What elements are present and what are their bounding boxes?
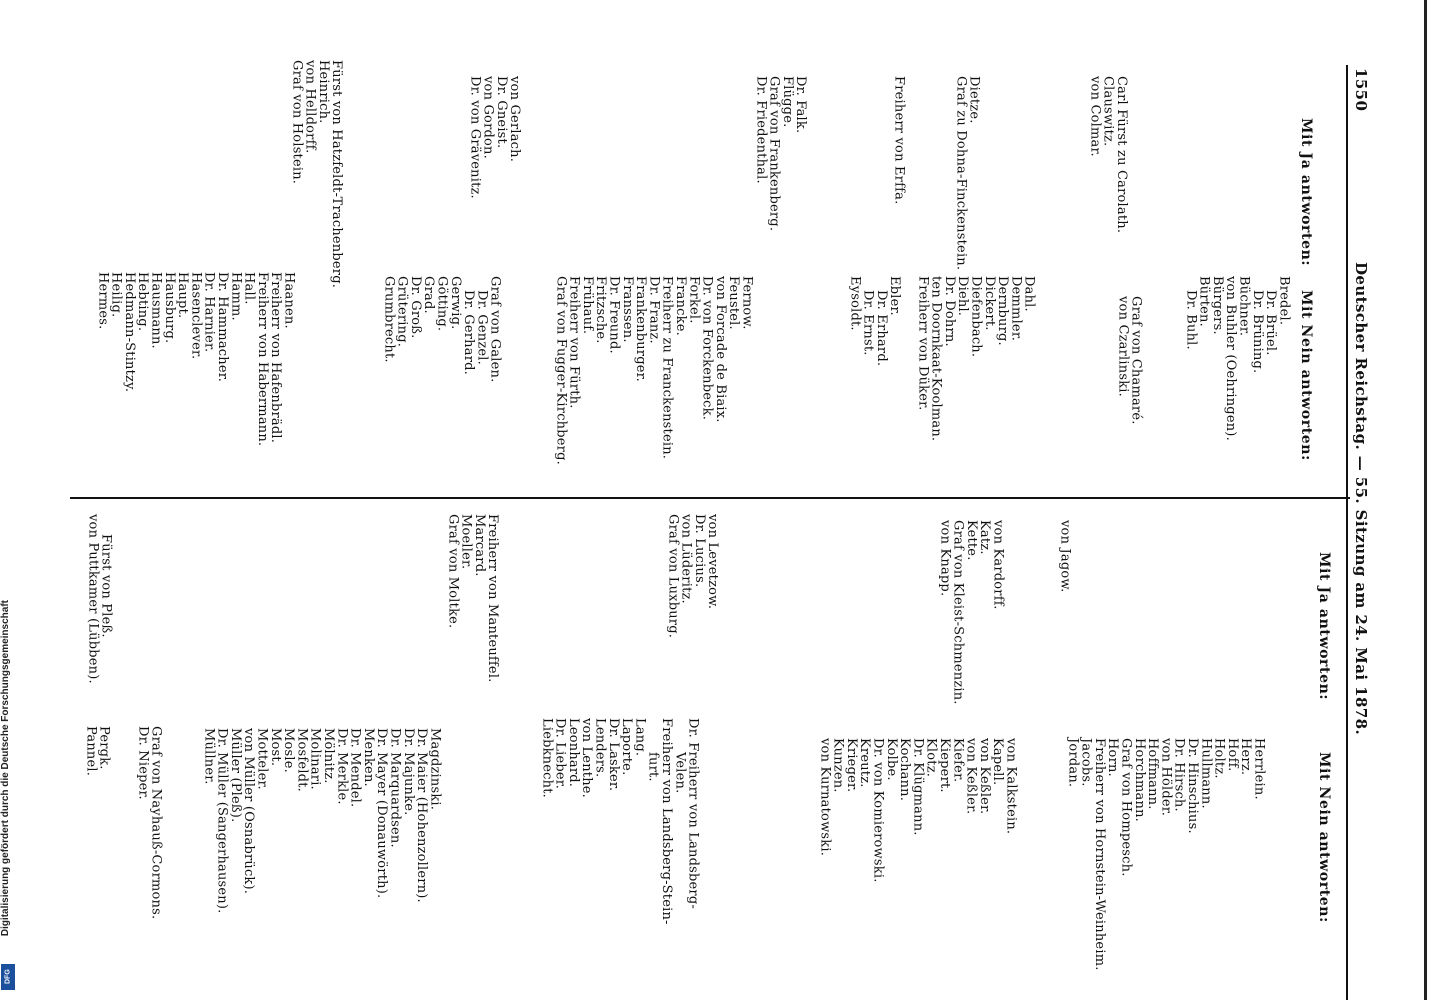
list-item: Dietze. xyxy=(966,76,982,124)
right-no-header: Mit Nein antworten: xyxy=(1316,752,1332,923)
list-item: Dr. Brüning. xyxy=(1249,290,1265,374)
list-item: Graf von Moltke. xyxy=(445,514,461,629)
list-item: Moeller. xyxy=(458,514,474,570)
list-item: Kette. xyxy=(963,520,979,561)
list-item: Hamm. xyxy=(228,272,244,321)
list-item: Dr. Ernst. xyxy=(860,290,876,356)
list-item: Dr. von Forckenbeck. xyxy=(699,276,715,421)
list-item: Dr. Lieber. xyxy=(552,718,568,790)
list-item: Götting. xyxy=(434,276,450,332)
list-item: von Buhler (Oehringen). xyxy=(1223,276,1239,441)
list-item: Ebler. xyxy=(887,276,903,316)
right-yes-group-e xyxy=(86,514,113,684)
list-item: Dr. Merkle. xyxy=(334,728,350,805)
list-item: furt. xyxy=(645,752,661,782)
list-item: Dr. Lasker. xyxy=(605,718,621,792)
list-item: Frühauf. xyxy=(579,276,595,335)
list-item: Graf von Frankenberg. xyxy=(766,76,782,232)
list-item: Dr. Mayer (Donauwörth). xyxy=(374,728,390,899)
list-item: Freiherr von Habermann. xyxy=(254,272,270,447)
right-no-group-b xyxy=(818,738,1017,883)
list-item: Hermes. xyxy=(95,272,111,330)
list-item: Dr. Freund. xyxy=(606,276,622,354)
list-item: Liebknecht. xyxy=(539,718,555,798)
left-yes-group-d xyxy=(754,76,807,231)
right-no-group-d xyxy=(202,728,441,913)
list-item: Velen. xyxy=(672,752,688,794)
dfg-logo-icon: DFG xyxy=(1,964,15,990)
left-no-group-c xyxy=(848,276,901,366)
list-item: Freiherr von Erffa. xyxy=(891,76,907,205)
left-yes-group-f xyxy=(290,60,343,288)
list-item: Mosle. xyxy=(281,728,297,773)
left-no-group-b2 xyxy=(1116,276,1143,425)
list-item: von Keßler. xyxy=(963,738,979,815)
right-yes-header: Mit Ja antworten: xyxy=(1316,552,1332,701)
list-item: Demmler. xyxy=(1008,276,1024,342)
left-no-group-d xyxy=(554,276,753,465)
header-rule xyxy=(1346,65,1348,1000)
list-item: Clauswitz. xyxy=(1100,76,1116,147)
list-item: Flügge. xyxy=(779,76,795,128)
list-item: Kiepert. xyxy=(936,738,952,793)
list-item: Carl Fürst zu Carolath. xyxy=(1113,76,1129,234)
list-item: von Kardorff. xyxy=(990,520,1006,610)
list-item: Magdzinski. xyxy=(427,728,443,811)
list-item: Holtz. xyxy=(1211,738,1227,779)
list-item: von Czarlinski. xyxy=(1115,296,1131,397)
list-item: Klotz. xyxy=(923,738,939,778)
list-item: Hullmann. xyxy=(1198,738,1214,809)
left-no-group-e xyxy=(382,276,502,382)
list-item: Dr. von Komierowski. xyxy=(870,738,886,883)
list-item: von Kalkstein. xyxy=(1003,738,1019,835)
list-item: Hasenclever. xyxy=(188,272,204,360)
list-item: Dr. Harnier. xyxy=(201,272,217,353)
list-item: Hausmann. xyxy=(148,272,164,349)
list-item: Jacobs. xyxy=(1078,738,1094,787)
right-yes-group-a xyxy=(1058,520,1071,593)
left-yes-group-c xyxy=(892,76,905,204)
list-item: von Helldorff. xyxy=(302,60,318,154)
list-item: Pannel. xyxy=(83,726,99,777)
list-item: Dr. Mendel. xyxy=(347,728,363,808)
list-item: Francke. xyxy=(672,276,688,336)
list-item: Freiherr von Manteuffel. xyxy=(485,514,501,683)
left-no-header: Mit Nein antworten: xyxy=(1298,290,1314,461)
right-no-group-a xyxy=(1066,738,1265,971)
list-item: Haupt. xyxy=(175,272,191,319)
list-item: Dr. Erhard. xyxy=(873,290,889,367)
list-item: Dr. Freiherr von Landsberg- xyxy=(685,718,701,909)
list-item: Lenders. xyxy=(592,718,608,778)
list-item: Herrlein. xyxy=(1251,738,1267,800)
list-item: Graf von Kleist-Schmenzin. xyxy=(950,520,966,705)
list-item: Gerwig. xyxy=(447,276,463,330)
list-item: Dr. Nieper. xyxy=(135,726,151,800)
list-item: Freiherr von Fürth. xyxy=(566,276,582,409)
list-item: Dernburg. xyxy=(995,276,1011,346)
list-item: Dr. Maier (Hohenzollern). xyxy=(414,728,430,903)
page-edge xyxy=(1424,0,1427,1000)
list-item: Dr. Brüel. xyxy=(1263,290,1279,356)
list-item: Dr. Groß. xyxy=(407,276,423,339)
list-item: Dr. Klügmann. xyxy=(910,738,926,836)
list-item: Büchner. xyxy=(1236,276,1252,337)
list-item: von Müller (Osnabrück). xyxy=(241,728,257,895)
list-item: Dr. Lucius. xyxy=(691,514,707,588)
list-item: Freiherr zu Franckenstein. xyxy=(659,276,675,460)
list-item: Fernow. xyxy=(739,276,755,330)
right-no-group-e xyxy=(136,726,163,919)
digitization-credit: Digitalisierung gefördert durch die Deutsche Forschungsgemeinschaft xyxy=(0,600,11,937)
list-item: Dickert. xyxy=(981,276,997,331)
list-item: Dr. Marquardsen. xyxy=(387,728,403,848)
running-head-title: Deutscher Reichstag. — 55. Sitzung am 24. Mai 1878. xyxy=(1352,262,1370,736)
list-item: von Lüderitz. xyxy=(678,514,694,604)
list-item: Bredel. xyxy=(1276,276,1292,326)
list-item: Dahl. xyxy=(1021,276,1037,312)
list-item: Jordan. xyxy=(1065,738,1081,788)
list-item: Graf von Chamaré. xyxy=(1128,296,1144,425)
list-item: Hoff. xyxy=(1224,738,1240,772)
list-item: von Hölder. xyxy=(1158,738,1174,817)
list-item: Müllner. xyxy=(201,728,217,785)
left-yes-group-b xyxy=(954,76,981,270)
list-item: Dr. Majunke. xyxy=(400,728,416,816)
list-item: Katz. xyxy=(977,520,993,555)
list-item: von Kurnatowski. xyxy=(817,738,833,857)
left-yes-group-e xyxy=(468,76,521,199)
right-no-group-f xyxy=(84,726,111,776)
list-item: Müller (Pleß). xyxy=(227,728,243,823)
list-item: Hebting. xyxy=(135,272,151,332)
right-yes-group-b xyxy=(938,520,1004,705)
list-item: von Jagow. xyxy=(1057,520,1073,593)
list-item: Mölnitz. xyxy=(320,728,336,784)
list-item: Dr. Falk. xyxy=(793,76,809,134)
list-item: Freiherr von Landsberg-Stein- xyxy=(658,718,674,925)
list-item: Dr. Gneist. xyxy=(493,76,509,149)
list-item: Freiherr von Düker. xyxy=(915,276,931,411)
list-item: Kiefer. xyxy=(950,738,966,783)
list-item: Dr. Buhl. xyxy=(1183,290,1199,350)
list-item: Hausburg. xyxy=(161,272,177,344)
list-item: Mosfeldt. xyxy=(294,728,310,792)
list-item: Graf zu Dohna-Finckenstein. xyxy=(953,76,969,271)
list-item: Kunzen. xyxy=(830,738,846,793)
list-item: Dr. Franz. xyxy=(646,276,662,344)
right-no-group-c xyxy=(540,718,700,925)
list-item: Dr. Müller (Sangerhausen). xyxy=(214,728,230,914)
list-item: Leonhard. xyxy=(565,718,581,788)
list-item: ten Doornkaat-Koolman. xyxy=(928,276,944,442)
list-item: Graf von Galen. xyxy=(487,276,503,383)
list-item: Molinari. xyxy=(307,728,323,790)
left-no-group-a xyxy=(1184,276,1290,441)
list-item: von Colmar. xyxy=(1087,76,1103,157)
list-item: Dr. Dohrn. xyxy=(941,276,957,347)
right-yes-group-c xyxy=(666,514,719,638)
list-item: Dr. von Grävenitz. xyxy=(467,76,483,199)
list-item: Kreutz. xyxy=(857,738,873,788)
list-item: Horchmann. xyxy=(1131,738,1147,822)
page-divider-rule xyxy=(70,497,1350,499)
list-item: Freiherr von Hafenbrädl. xyxy=(268,272,284,444)
list-item: Hoffmann. xyxy=(1145,738,1161,810)
list-item: Lang. xyxy=(632,718,648,757)
list-item: Frankenburger. xyxy=(633,276,649,382)
list-item: Graf von Luxburg. xyxy=(665,514,681,639)
list-item: Heilig. xyxy=(108,272,124,318)
list-item: Grütering. xyxy=(394,276,410,348)
list-item: Most. xyxy=(267,728,283,767)
list-item: Franssen. xyxy=(619,276,635,343)
list-item: von Levetzow. xyxy=(705,514,721,610)
list-item: Fürst von Pleß. xyxy=(98,534,114,638)
list-item: Menken. xyxy=(360,728,376,787)
list-item: Motteler. xyxy=(254,728,270,790)
list-item: Krieger. xyxy=(843,738,859,793)
left-yes-group-a xyxy=(1088,76,1128,233)
list-item: Hedmann-Stintzy. xyxy=(121,272,137,393)
list-item: Hall. xyxy=(241,272,257,305)
list-item: Dr. Hinschius. xyxy=(1184,738,1200,834)
list-item: von Keßler. xyxy=(976,738,992,815)
list-item: Heinrich. xyxy=(315,60,331,124)
left-yes-header: Mit Ja antworten: xyxy=(1298,118,1314,267)
list-item: Diefenbach. xyxy=(968,276,984,358)
page-number: 1550 xyxy=(1352,68,1370,112)
list-item: Haanen. xyxy=(281,272,297,329)
list-item: Fürst von Hatzfeldt-Trachenberg. xyxy=(329,60,345,289)
list-item: Marcard. xyxy=(471,514,487,577)
list-item: Laporte. xyxy=(619,718,635,776)
list-item: Graf von Hompesch. xyxy=(1118,738,1134,877)
list-item: Feustel. xyxy=(726,276,742,330)
list-item: von Forcade de Biaix. xyxy=(712,276,728,423)
list-item: Dr. Gerhard. xyxy=(461,290,477,375)
list-item: Graf von Fugger-Kirchberg. xyxy=(553,276,569,465)
list-item: Freiherr von Hornstein-Weinheim. xyxy=(1091,738,1107,971)
list-item: Dr. Genzel. xyxy=(474,290,490,365)
list-item: Kochann. xyxy=(897,738,913,802)
list-item: Horn. xyxy=(1105,738,1121,777)
list-item: Graf von Nayhauß-Cormons. xyxy=(148,726,164,920)
list-item: Eysoldt. xyxy=(847,276,863,331)
list-item: von Gordon. xyxy=(480,76,496,159)
list-item: von Knapp. xyxy=(937,520,953,597)
left-no-group-b xyxy=(916,276,1036,441)
list-item: Kolbe. xyxy=(883,738,899,781)
list-item: Bürten. xyxy=(1196,276,1212,327)
list-item: Fritzsche. xyxy=(593,276,609,344)
list-item: von Puttkamer (Lübben). xyxy=(85,514,101,684)
list-item: Diehl. xyxy=(955,276,971,317)
list-item: Dr. Hammacher. xyxy=(214,272,230,383)
list-item: Herz. xyxy=(1238,738,1254,776)
list-item: Dr. Friedenthal. xyxy=(753,76,769,184)
list-item: Grad. xyxy=(421,276,437,314)
list-item: Pergk. xyxy=(96,726,112,770)
list-item: Kapell. xyxy=(990,738,1006,786)
list-item: von Gerlach. xyxy=(507,76,523,163)
list-item: Bürgers. xyxy=(1209,276,1225,335)
left-no-group-f xyxy=(96,272,295,446)
list-item: von Lenthe. xyxy=(579,718,595,798)
right-yes-group-d xyxy=(446,514,499,683)
list-item: Graf von Holstein. xyxy=(289,60,305,185)
list-item: Forkel. xyxy=(686,276,702,324)
list-item: Grumbrecht. xyxy=(381,276,397,363)
list-item: Dr. Hirsch. xyxy=(1171,738,1187,812)
